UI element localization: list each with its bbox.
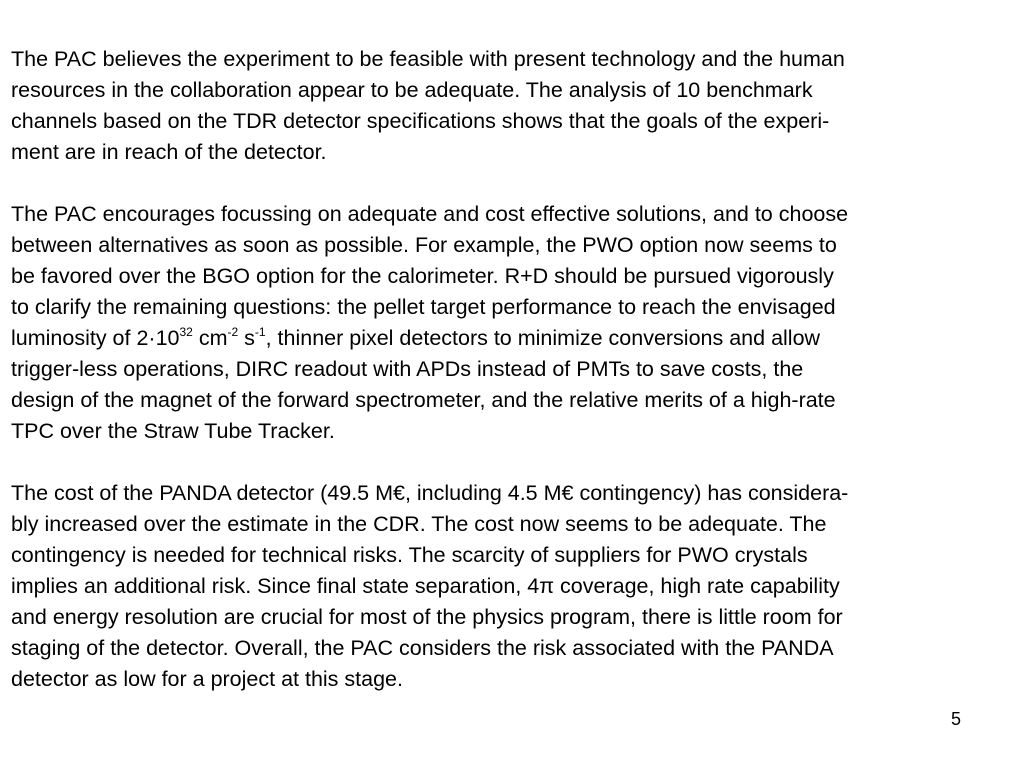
text-line: contingency is needed for technical risks. The scarcity of suppliers for PWO crystals [11, 543, 808, 567]
cm-exponent: -2 [227, 324, 239, 339]
slide-body [11, 44, 1016, 726]
paragraph-feasibility [11, 44, 1016, 168]
luminosity-exponent: 32 [179, 324, 193, 339]
unit-s: s [238, 326, 255, 350]
luminosity-line [11, 323, 1016, 354]
text-line: and energy resolution are crucial for most of the physics program, there is little room for [11, 605, 843, 629]
text-line: between alternatives as soon as possible. For example, the PWO option now seems to [11, 233, 837, 257]
text-line: ment are in reach of the detector. [11, 140, 327, 164]
text-line: TPC over the Straw Tube Tracker. [11, 419, 335, 443]
text-line: resources in the collaboration appear to be adequate. The analysis of 10 benchmark [11, 78, 813, 102]
text-line: trigger-less operations, DIRC readout with APDs instead of PMTs to save costs, the [11, 357, 804, 381]
text-line: The cost of the PANDA detector (49.5 M€, including 4.5 M€ contingency) has considera- [11, 481, 849, 505]
luminosity-prefix: luminosity of 2·10 [11, 326, 180, 350]
paragraph-cost [11, 478, 1016, 695]
text-line: be favored over the BGO option for the calorimeter. R+D should be pursued vigorously [11, 264, 834, 288]
text-line: bly increased over the estimate in the CDR. The cost now seems to be adequate. The [11, 512, 827, 536]
page-number: 5 [951, 709, 962, 729]
text-line: The PAC encourages focussing on adequate and cost effective solutions, and to choose [11, 202, 849, 226]
unit-cm: cm [192, 326, 228, 350]
text-line: to clarify the remaining questions: the pellet target performance to reach the envisaged [11, 295, 836, 319]
s-exponent: -1 [254, 324, 266, 339]
text-line: The PAC believes the experiment to be feasible with present technology and the human [11, 47, 845, 71]
text-line: implies an additional risk. Since final state separation, 4π coverage, high rate capability [11, 574, 840, 598]
luminosity-suffix: , thinner pixel detectors to minimize conversions and allow [265, 326, 821, 350]
text-line: detector as low for a project at this stage. [11, 667, 403, 691]
text-line: channels based on the TDR detector specifications shows that the goals of the experi- [11, 109, 830, 133]
paragraph-recommendations [11, 199, 1016, 447]
text-line: staging of the detector. Overall, the PAC considers the risk associated with the PANDA [11, 636, 834, 660]
text-line: design of the magnet of the forward spectrometer, and the relative merits of a high-rate [11, 388, 836, 412]
